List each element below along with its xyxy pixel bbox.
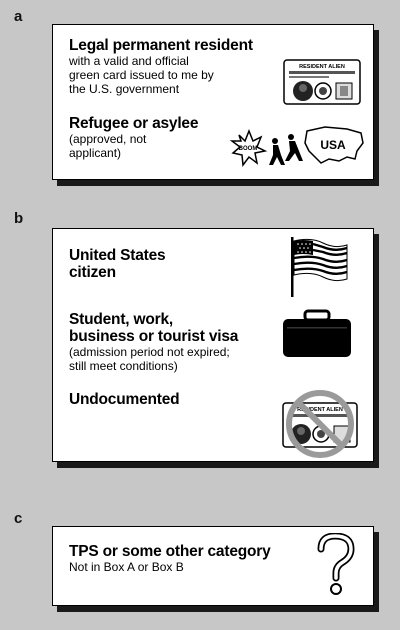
svg-text:USA: USA [320,138,346,152]
us-flag-icon [289,235,351,299]
item-title-refugee-or-asylee: Refugee or asylee [69,115,199,132]
item-sub-line: still meet conditions) [69,359,178,373]
question-mark-icon [315,533,355,599]
svg-text:RESIDENT ALIEN: RESIDENT ALIEN [299,64,345,70]
svg-text:BOOM: BOOM [238,146,258,152]
item-title-undocumented: Undocumented [69,391,180,408]
item-sub-line: the U.S. government [69,82,180,96]
item-title-legal-permanent-resident: Legal permanent resident [69,37,253,54]
item-sub-line: (approved, not [69,132,147,146]
box-c [52,526,374,606]
box-label-a: a [14,8,23,25]
svg-text:RESIDENT ALIEN: RESIDENT ALIEN [297,407,343,413]
box-label-b: b [14,210,24,227]
item-title-us-citizen-line2: citizen [69,264,116,281]
item-sub-line: applicant) [69,146,122,160]
box-a [52,24,374,180]
no-green-card-icon [277,389,363,459]
item-title-visa-line2: business or tourist visa [69,328,239,345]
refugee-flight-icon [229,121,367,173]
box-b [52,228,374,462]
suitcase-icon [281,309,353,359]
item-sub-line: (admission period not expired; [69,345,230,359]
item-sub-line: green card issued to me by [69,68,214,82]
green-card-icon [283,59,361,105]
item-sub-line: Not in Box A or Box B [69,560,184,574]
box-label-c: c [14,510,23,527]
item-title-us-citizen-line1: United States [69,247,166,264]
item-title-tps-or-other: TPS or some other category [69,543,271,560]
item-title-visa-line1: Student, work, [69,311,173,328]
item-sub-line: with a valid and official [69,54,189,68]
